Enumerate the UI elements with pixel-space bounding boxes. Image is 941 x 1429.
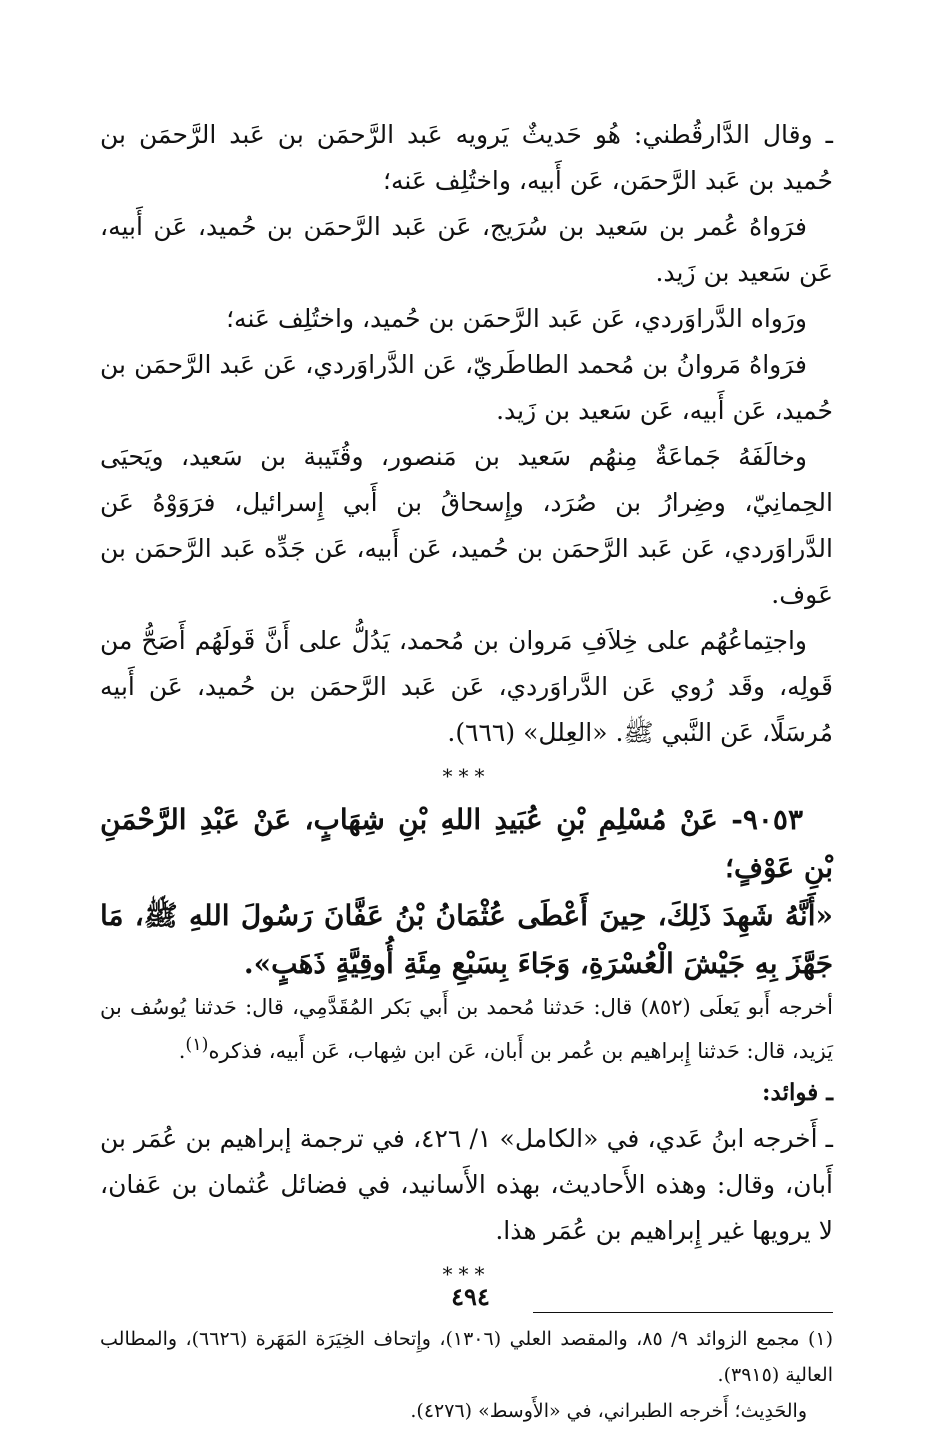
riwaya-paragraph-2: ورَواه الدَّراوَردي، عَن عَبد الرَّحمَن بن حُميد، واختُلِف عَنه؛ xyxy=(226,304,807,333)
riwaya-paragraph-3: فرَواهُ مَروانُ بن مُحمد الطاطَريّ، عَن الدَّراوَردي، عَن عَبد الرَّحمَن بن حُميد، عَن أَبيه، عَن سَعيد بن زَيد. xyxy=(100,350,833,425)
fawaid-heading: ـ فوائد: xyxy=(762,1079,833,1106)
section-separator-2: *** xyxy=(442,1262,491,1286)
footnote-rule xyxy=(533,1312,833,1313)
footnote-2: والحَدِيث؛ أَخرجه الطبراني، في «الأَوسط» (٤٢٧٦). xyxy=(410,1400,807,1422)
khilaf-paragraph: وخالَفَهُ جَماعَةٌ مِنهُم سَعيد بن مَنصور، وقُتَيبة بن سَعيد، ويَحيَى الحِمانِيّ، وضِرارُ بن صُرَد، وإِسحاقُ بن أَبي إِسرائيل، فرَوَوْهُ عَن الدَّراوَردي، عَن عَبد الرَّحمَن بن حُميد، عَن أَبيه، عَن جَدِّه عَبد الرَّحمَن بن عَوف. xyxy=(100,442,833,609)
hadith-isnad: ٩٠٥٣- عَنْ مُسْلِمِ بْنِ عُبَيدِ اللهِ بْنِ شِهَابٍ، عَنْ عَبْدِ الرَّحْمَنِ بْنِ عَوْفٍ؛ xyxy=(100,803,833,884)
takhrij-text: أخرجه أَبو يَعلَى (٨٥٢) قال: حَدثنا مُحمد بن أَبي بَكر المُقَدَّمِي، قال: حَدثنا يُوسُف بن يَزيد، قال: حَدثنا إِبراهيم بن عُمر بن أَبان، عَن ابن شِهاب، عَن أَبيه، فذكره xyxy=(100,995,833,1063)
fawaid-paragraph: ـ أَخرجه ابنُ عَدي، في «الكامل» ١/ ٤٢٦، في ترجمة إبراهيم بن عُمَر بن أَبان، وقال: وهذه الأَحاديث، بهذه الأَسانيد، في فضائل عُثمان بن عَفان، لا يرويها غير إِبراهيم بن عُمَر هذا. xyxy=(100,1124,833,1245)
footnote-1: (١) مجمع الزوائد ٩/ ٨٥، والمقصد العلي (١٣٠٦)، وإِتحاف الخِيَرَة المَهَرة (٦٦٢٦)، والمطالب العالية (٣٩١٥). xyxy=(100,1328,833,1386)
takhrij-period: . xyxy=(178,1039,186,1063)
section-separator: *** xyxy=(442,764,491,788)
hadith-matn: «أَنَّهُ شَهِدَ ذَلِكَ، حِينَ أَعْطَى عُثْمَانُ بْنُ عَفَّانَ رَسُولَ اللهِ ﷺ، مَا جَهَّزَ بِهِ جَيْشَ الْعُسْرَةِ، وَجَاءَ بِسَبْعِ مِئَةِ أُوقِيَّةٍ ذَهَبٍ». xyxy=(100,899,833,980)
daraqutni-paragraph: ـ وقال الدَّارقُطني: هُو حَديثٌ يَرويه عَبد الرَّحمَن بن عَبد الرَّحمَن بن حُميد بن عَبد الرَّحمَن، عَن أَبيه، واختُلِف عَنه؛ xyxy=(100,120,833,195)
takhrij-paragraph xyxy=(100,988,833,1070)
riwaya-paragraph-1: فرَواهُ عُمر بن سَعيد بن سُرَيج، عَن عَبد الرَّحمَن بن حُميد، عَن أَبيه، عَن سَعيد بن زَيد. xyxy=(100,212,833,287)
page-number: ٤٩٤ xyxy=(451,1282,490,1311)
ijtima-paragraph: واجتِماعُهُم على خِلاَفِ مَروان بن مُحمد، يَدُلُّ على أَنَّ قَولَهُم أَصَحُّ من قَولِه، وقَد رُوي عَن الدَّراوَردي، عَن عَبد الرَّحمَن بن حُميد، عَن أَبيه مُرسَلًا، عَن النَّبي ﷺ. «العِلل» (٦٦٦). xyxy=(100,626,833,747)
footnote-marker: (١) xyxy=(185,1035,209,1055)
